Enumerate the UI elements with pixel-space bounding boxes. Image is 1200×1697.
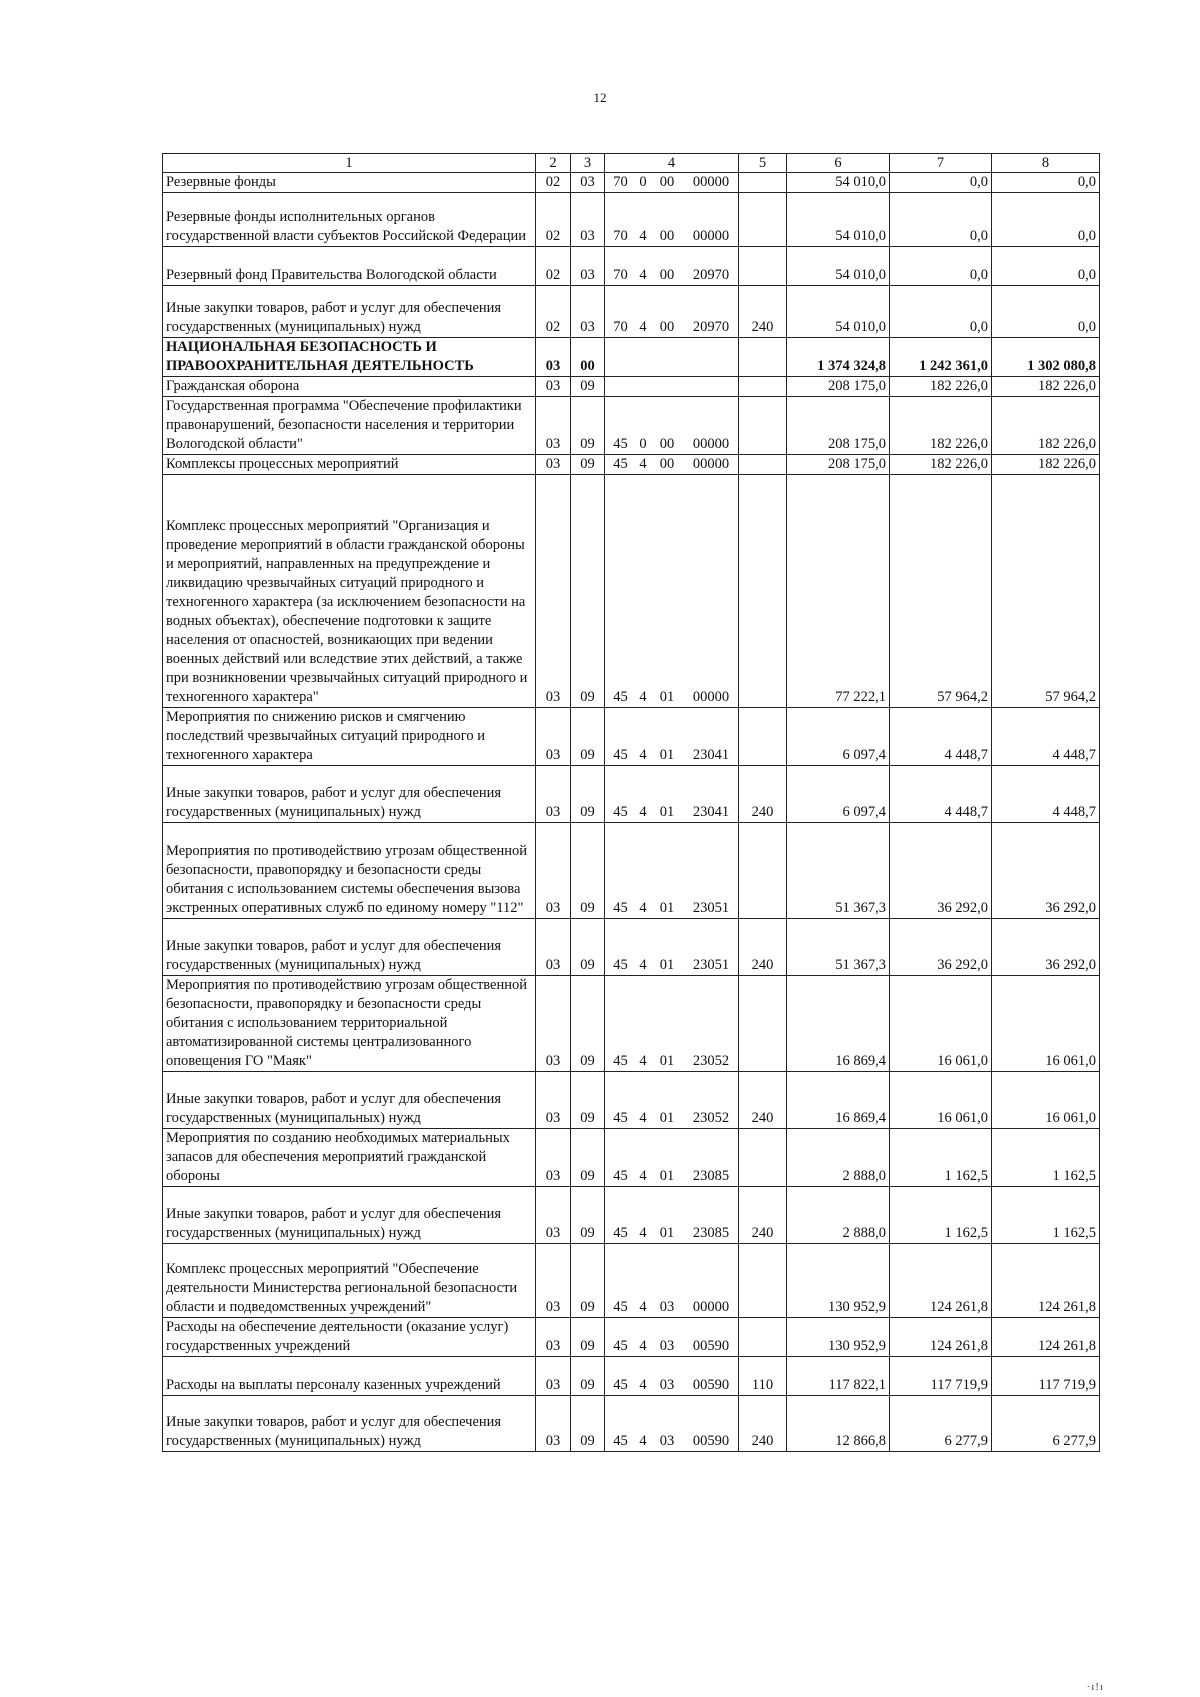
header-row (163, 154, 1100, 173)
row-amount-year1: 2 888,0 (787, 1187, 890, 1244)
row-amount-year1: 2 888,0 (787, 1129, 890, 1187)
target-article-part: 4 (639, 957, 647, 973)
row-name: Гражданская оборона (163, 377, 536, 397)
target-article-part: 03 (659, 1433, 675, 1449)
row-expense-type: 240 (739, 1072, 787, 1129)
row-amount-year3: 4 448,7 (992, 708, 1100, 766)
row-subsection: 09 (571, 766, 605, 823)
row-amount-year1: 16 869,4 (787, 976, 890, 1072)
target-article-part: 23051 (692, 900, 730, 916)
target-article-part: 4 (639, 1110, 647, 1126)
row-amount-year1: 54 010,0 (787, 173, 890, 193)
row-section: 03 (536, 766, 571, 823)
target-article-parts (605, 1298, 738, 1317)
table-row (163, 976, 1100, 1072)
row-section: 03 (536, 823, 571, 919)
budget-table (162, 153, 1100, 1452)
target-article-part: 45 (613, 1053, 628, 1069)
row-name: Мероприятия по противодействию угрозам общественной безопасности, правопорядку и безопасности среды обитания с использованием системы обеспечения вызова экстренных оперативных служб по единому номеру "112" (163, 823, 536, 919)
row-name: Комплексы процессных мероприятий (163, 455, 536, 475)
row-subsection: 03 (571, 286, 605, 338)
row-amount-year1: 54 010,0 (787, 247, 890, 286)
row-name: Иные закупки товаров, работ и услуг для обеспечения государственных (муниципальных) нужд (163, 766, 536, 823)
target-article-part: 45 (613, 689, 628, 705)
row-amount-year3: 124 261,8 (992, 1244, 1100, 1318)
row-amount-year2: 1 242 361,0 (890, 338, 992, 377)
row-amount-year3: 182 226,0 (992, 455, 1100, 475)
table-row (163, 1396, 1100, 1452)
target-article-part: 45 (613, 1110, 628, 1126)
row-target-article (605, 247, 739, 286)
target-article-part: 01 (659, 1168, 675, 1184)
row-name: Комплекс процессных мероприятий "Организация и проведение мероприятий в области гражданской обороны и мероприятий, направленных на предупреждение и ликвидацию чрезвычайных ситуаций природного и техногенного характера (за исключением безопасности на водных объектах), обеспечение подготовки к защите населения от опасностей, возникающих при ведении военных действий или вследствие этих действий, а также при возникновении чрезвычайных ситуаций природного и техногенного характера" (163, 475, 536, 708)
target-article-part: 00 (659, 319, 675, 335)
row-target-article (605, 193, 739, 247)
target-article-part: 4 (639, 900, 647, 916)
target-article-part: 01 (659, 804, 675, 820)
target-article-parts (605, 1109, 738, 1128)
row-amount-year3: 16 061,0 (992, 976, 1100, 1072)
row-amount-year1: 117 822,1 (787, 1357, 890, 1396)
row-amount-year1: 6 097,4 (787, 708, 890, 766)
target-article-part: 23085 (692, 1225, 730, 1241)
row-expense-type (739, 823, 787, 919)
row-expense-type (739, 976, 787, 1072)
row-subsection: 09 (571, 919, 605, 976)
row-subsection: 00 (571, 338, 605, 377)
target-article-parts (605, 956, 738, 975)
target-article-part: 4 (639, 228, 647, 244)
table-row (163, 455, 1100, 475)
row-expense-type (739, 1318, 787, 1357)
row-section: 03 (536, 976, 571, 1072)
header-cell-name: 1 (163, 154, 536, 173)
target-article-part: 20970 (692, 267, 730, 283)
row-amount-year1: 1 374 324,8 (787, 338, 890, 377)
row-expense-type (739, 455, 787, 475)
row-amount-year3: 1 302 080,8 (992, 338, 1100, 377)
row-name: Мероприятия по созданию необходимых материальных запасов для обеспечения мероприятий гражданской обороны (163, 1129, 536, 1187)
row-target-article (605, 708, 739, 766)
target-article-part: 00000 (692, 174, 730, 190)
row-section: 03 (536, 397, 571, 455)
row-target-article (605, 338, 739, 377)
target-article-part: 23052 (692, 1053, 730, 1069)
row-section: 03 (536, 377, 571, 397)
row-target-article (605, 1396, 739, 1452)
row-amount-year1: 77 222,1 (787, 475, 890, 708)
row-amount-year2: 1 162,5 (890, 1187, 992, 1244)
row-expense-type (739, 397, 787, 455)
row-name: Резервный фонд Правительства Вологодской области (163, 247, 536, 286)
target-article-part: 45 (613, 747, 628, 763)
row-expense-type (739, 193, 787, 247)
target-article-part: 0 (639, 174, 647, 190)
target-article-parts (605, 1167, 738, 1186)
row-amount-year3: 16 061,0 (992, 1072, 1100, 1129)
target-article-part: 23041 (692, 804, 730, 820)
row-amount-year2: 0,0 (890, 173, 992, 193)
scan-edge-mark: ·ı!ı (1086, 1681, 1104, 1693)
table-row (163, 708, 1100, 766)
row-name: Резервные фонды исполнительных органов государственной власти субъектов Российской Федерации (163, 193, 536, 247)
table-row (163, 193, 1100, 247)
target-article-part: 23041 (692, 747, 730, 763)
row-expense-type: 240 (739, 919, 787, 976)
row-target-article (605, 475, 739, 708)
row-amount-year2: 36 292,0 (890, 919, 992, 976)
target-article-part: 00 (659, 174, 675, 190)
row-target-article (605, 1187, 739, 1244)
target-article-part: 4 (639, 747, 647, 763)
row-expense-type: 240 (739, 1396, 787, 1452)
row-subsection: 09 (571, 1357, 605, 1396)
row-subsection: 03 (571, 247, 605, 286)
row-amount-year3: 6 277,9 (992, 1396, 1100, 1452)
row-amount-year1: 12 866,8 (787, 1396, 890, 1452)
row-amount-year1: 54 010,0 (787, 286, 890, 338)
target-article-parts (605, 803, 738, 822)
row-amount-year1: 16 869,4 (787, 1072, 890, 1129)
table-row (163, 247, 1100, 286)
row-subsection: 09 (571, 397, 605, 455)
row-subsection: 03 (571, 193, 605, 247)
row-amount-year2: 182 226,0 (890, 377, 992, 397)
target-article-parts (605, 746, 738, 765)
row-expense-type (739, 377, 787, 397)
row-expense-type (739, 475, 787, 708)
row-target-article (605, 455, 739, 475)
row-amount-year1: 6 097,4 (787, 766, 890, 823)
row-target-article (605, 919, 739, 976)
target-article-parts (605, 1432, 738, 1451)
row-amount-year1: 51 367,3 (787, 823, 890, 919)
target-article-part: 23085 (692, 1168, 730, 1184)
target-article-parts (605, 455, 738, 474)
row-target-article (605, 1244, 739, 1318)
row-amount-year3: 117 719,9 (992, 1357, 1100, 1396)
row-amount-year2: 0,0 (890, 247, 992, 286)
row-section: 03 (536, 455, 571, 475)
row-amount-year3: 1 162,5 (992, 1129, 1100, 1187)
target-article-parts (605, 688, 738, 707)
table-body (163, 154, 1100, 1452)
target-article-part: 45 (613, 1433, 628, 1449)
table-row (163, 397, 1100, 455)
row-subsection: 09 (571, 1396, 605, 1452)
row-amount-year1: 51 367,3 (787, 919, 890, 976)
row-amount-year2: 4 448,7 (890, 708, 992, 766)
row-amount-year1: 208 175,0 (787, 377, 890, 397)
target-article-part: 00000 (692, 436, 730, 452)
row-amount-year2: 57 964,2 (890, 475, 992, 708)
table-row (163, 919, 1100, 976)
table-row (163, 1129, 1100, 1187)
row-amount-year3: 0,0 (992, 193, 1100, 247)
target-article-part: 4 (639, 1433, 647, 1449)
target-article-parts (605, 173, 738, 192)
row-amount-year2: 16 061,0 (890, 976, 992, 1072)
table-row (163, 766, 1100, 823)
target-article-part: 00000 (692, 689, 730, 705)
row-amount-year1: 208 175,0 (787, 397, 890, 455)
row-target-article (605, 397, 739, 455)
target-article-part: 70 (613, 267, 628, 283)
target-article-part: 4 (639, 1053, 647, 1069)
table-row (163, 338, 1100, 377)
target-article-part: 4 (639, 689, 647, 705)
row-section: 02 (536, 286, 571, 338)
target-article-parts (605, 1052, 738, 1071)
target-article-part: 01 (659, 957, 675, 973)
row-expense-type: 240 (739, 286, 787, 338)
target-article-part: 45 (613, 900, 628, 916)
row-amount-year1: 130 952,9 (787, 1244, 890, 1318)
target-article-part: 45 (613, 804, 628, 820)
target-article-part: 00000 (692, 456, 730, 472)
row-section: 03 (536, 1187, 571, 1244)
row-amount-year2: 36 292,0 (890, 823, 992, 919)
row-target-article (605, 1129, 739, 1187)
target-article-part: 03 (659, 1377, 675, 1393)
target-article-part: 45 (613, 1338, 628, 1354)
target-article-part: 01 (659, 747, 675, 763)
row-target-article (605, 766, 739, 823)
table-row (163, 1318, 1100, 1357)
table-row (163, 173, 1100, 193)
target-article-part: 01 (659, 1225, 675, 1241)
target-article-part: 4 (639, 319, 647, 335)
target-article-part: 00000 (692, 1299, 730, 1315)
row-expense-type (739, 1129, 787, 1187)
target-article-part: 4 (639, 267, 647, 283)
row-amount-year2: 16 061,0 (890, 1072, 992, 1129)
row-amount-year1: 130 952,9 (787, 1318, 890, 1357)
row-target-article (605, 1357, 739, 1396)
row-expense-type: 240 (739, 1187, 787, 1244)
row-amount-year2: 1 162,5 (890, 1129, 992, 1187)
target-article-part: 00 (659, 436, 675, 452)
row-section: 03 (536, 919, 571, 976)
target-article-parts (605, 318, 738, 337)
row-amount-year3: 182 226,0 (992, 397, 1100, 455)
row-amount-year3: 1 162,5 (992, 1187, 1100, 1244)
target-article-parts (605, 435, 738, 454)
page-number: 12 (593, 90, 607, 105)
row-target-article (605, 1072, 739, 1129)
row-subsection: 09 (571, 1129, 605, 1187)
target-article-part: 01 (659, 900, 675, 916)
row-expense-type: 240 (739, 766, 787, 823)
header-cell-vr: 5 (739, 154, 787, 173)
row-subsection: 09 (571, 1244, 605, 1318)
table-row (163, 475, 1100, 708)
row-name: Государственная программа "Обеспечение профилактики правонарушений, безопасности населения и территории Вологодской области" (163, 397, 536, 455)
row-target-article (605, 976, 739, 1072)
target-article-part: 20970 (692, 319, 730, 335)
row-name: Мероприятия по противодействию угрозам общественной безопасности, правопорядку и безопасности среды обитания с использованием территориальной автоматизированной системы централизованного оповещения ГО "Маяк" (163, 976, 536, 1072)
target-article-part: 03 (659, 1338, 675, 1354)
row-amount-year2: 0,0 (890, 286, 992, 338)
target-article-part: 00 (659, 228, 675, 244)
row-name: НАЦИОНАЛЬНАЯ БЕЗОПАСНОСТЬ И ПРАВООХРАНИТЕЛЬНАЯ ДЕЯТЕЛЬНОСТЬ (163, 338, 536, 377)
row-expense-type: 110 (739, 1357, 787, 1396)
row-section: 03 (536, 1244, 571, 1318)
row-target-article (605, 377, 739, 397)
target-article-parts (605, 227, 738, 246)
target-article-part: 23052 (692, 1110, 730, 1126)
row-subsection: 09 (571, 377, 605, 397)
row-expense-type (739, 247, 787, 286)
target-article-part: 4 (639, 804, 647, 820)
table-row (163, 377, 1100, 397)
row-section: 03 (536, 1318, 571, 1357)
row-name: Комплекс процессных мероприятий "Обеспечение деятельности Министерства региональной безопасности области и подведомственных учреждений" (163, 1244, 536, 1318)
target-article-parts (605, 1376, 738, 1395)
row-amount-year3: 124 261,8 (992, 1318, 1100, 1357)
row-target-article (605, 173, 739, 193)
row-target-article (605, 823, 739, 919)
row-amount-year1: 208 175,0 (787, 455, 890, 475)
target-article-part: 01 (659, 1053, 675, 1069)
row-name: Резервные фонды (163, 173, 536, 193)
row-subsection: 09 (571, 1318, 605, 1357)
target-article-part: 70 (613, 319, 628, 335)
table-row (163, 823, 1100, 919)
row-amount-year1: 54 010,0 (787, 193, 890, 247)
target-article-part: 70 (613, 174, 628, 190)
row-name: Иные закупки товаров, работ и услуг для обеспечения государственных (муниципальных) нужд (163, 1396, 536, 1452)
row-amount-year2: 182 226,0 (890, 455, 992, 475)
row-amount-year3: 182 226,0 (992, 377, 1100, 397)
row-name: Иные закупки товаров, работ и услуг для обеспечения государственных (муниципальных) нужд (163, 286, 536, 338)
row-subsection: 09 (571, 708, 605, 766)
row-target-article (605, 286, 739, 338)
row-section: 03 (536, 1129, 571, 1187)
target-article-part: 23051 (692, 957, 730, 973)
row-amount-year2: 182 226,0 (890, 397, 992, 455)
row-subsection: 09 (571, 475, 605, 708)
row-name: Иные закупки товаров, работ и услуг для обеспечения государственных (муниципальных) нужд (163, 919, 536, 976)
header-cell-year2: 7 (890, 154, 992, 173)
target-article-part: 00000 (692, 228, 730, 244)
row-expense-type (739, 173, 787, 193)
target-article-part: 45 (613, 957, 628, 973)
row-amount-year3: 0,0 (992, 247, 1100, 286)
header-cell-pr: 3 (571, 154, 605, 173)
target-article-parts (605, 899, 738, 918)
row-amount-year2: 6 277,9 (890, 1396, 992, 1452)
row-amount-year3: 36 292,0 (992, 823, 1100, 919)
row-subsection: 09 (571, 1072, 605, 1129)
row-subsection: 09 (571, 1187, 605, 1244)
table-row (163, 1187, 1100, 1244)
target-article-part: 4 (639, 1377, 647, 1393)
row-name: Иные закупки товаров, работ и услуг для обеспечения государственных (муниципальных) нужд (163, 1072, 536, 1129)
target-article-part: 4 (639, 456, 647, 472)
row-subsection: 09 (571, 823, 605, 919)
row-expense-type (739, 708, 787, 766)
row-expense-type (739, 1244, 787, 1318)
target-article-parts (605, 1337, 738, 1356)
target-article-part: 00 (659, 456, 675, 472)
row-section: 03 (536, 708, 571, 766)
row-section: 02 (536, 173, 571, 193)
row-amount-year3: 36 292,0 (992, 919, 1100, 976)
row-amount-year2: 124 261,8 (890, 1318, 992, 1357)
target-article-part: 00590 (692, 1433, 730, 1449)
row-amount-year3: 57 964,2 (992, 475, 1100, 708)
row-section: 03 (536, 1072, 571, 1129)
table-row (163, 1357, 1100, 1396)
target-article-part: 45 (613, 1225, 628, 1241)
row-expense-type (739, 338, 787, 377)
header-cell-year1: 6 (787, 154, 890, 173)
target-article-part: 45 (613, 1299, 628, 1315)
target-article-part: 4 (639, 1299, 647, 1315)
target-article-part: 00 (659, 267, 675, 283)
row-name: Иные закупки товаров, работ и услуг для обеспечения государственных (муниципальных) нужд (163, 1187, 536, 1244)
row-subsection: 09 (571, 976, 605, 1072)
target-article-part: 45 (613, 1377, 628, 1393)
target-article-part: 45 (613, 1168, 628, 1184)
target-article-part: 4 (639, 1168, 647, 1184)
row-name: Расходы на выплаты персоналу казенных учреждений (163, 1357, 536, 1396)
table-row (163, 1244, 1100, 1318)
row-amount-year3: 4 448,7 (992, 766, 1100, 823)
row-amount-year2: 4 448,7 (890, 766, 992, 823)
row-section: 02 (536, 193, 571, 247)
target-article-part: 01 (659, 689, 675, 705)
target-article-part: 01 (659, 1110, 675, 1126)
row-target-article (605, 1318, 739, 1357)
target-article-part: 45 (613, 436, 628, 452)
target-article-parts (605, 1224, 738, 1243)
row-amount-year2: 0,0 (890, 193, 992, 247)
target-article-part: 70 (613, 228, 628, 244)
row-section: 03 (536, 338, 571, 377)
row-amount-year2: 117 719,9 (890, 1357, 992, 1396)
row-subsection: 03 (571, 173, 605, 193)
row-amount-year2: 124 261,8 (890, 1244, 992, 1318)
target-article-parts (605, 266, 738, 285)
header-cell-cs: 4 (605, 154, 739, 173)
target-article-part: 4 (639, 1338, 647, 1354)
target-article-part: 45 (613, 456, 628, 472)
row-subsection: 09 (571, 455, 605, 475)
target-article-part: 00590 (692, 1338, 730, 1354)
target-article-part: 0 (639, 436, 647, 452)
row-name: Расходы на обеспечение деятельности (оказание услуг) государственных учреждений (163, 1318, 536, 1357)
header-cell-year3: 8 (992, 154, 1100, 173)
target-article-part: 4 (639, 1225, 647, 1241)
row-section: 03 (536, 1396, 571, 1452)
row-amount-year3: 0,0 (992, 173, 1100, 193)
row-name: Мероприятия по снижению рисков и смягчению последствий чрезвычайных ситуаций природного и техногенного характера (163, 708, 536, 766)
row-section: 03 (536, 1357, 571, 1396)
row-section: 02 (536, 247, 571, 286)
row-amount-year3: 0,0 (992, 286, 1100, 338)
table-row (163, 1072, 1100, 1129)
target-article-part: 03 (659, 1299, 675, 1315)
row-section: 03 (536, 475, 571, 708)
header-cell-rz: 2 (536, 154, 571, 173)
target-article-part: 00590 (692, 1377, 730, 1393)
table-row (163, 286, 1100, 338)
